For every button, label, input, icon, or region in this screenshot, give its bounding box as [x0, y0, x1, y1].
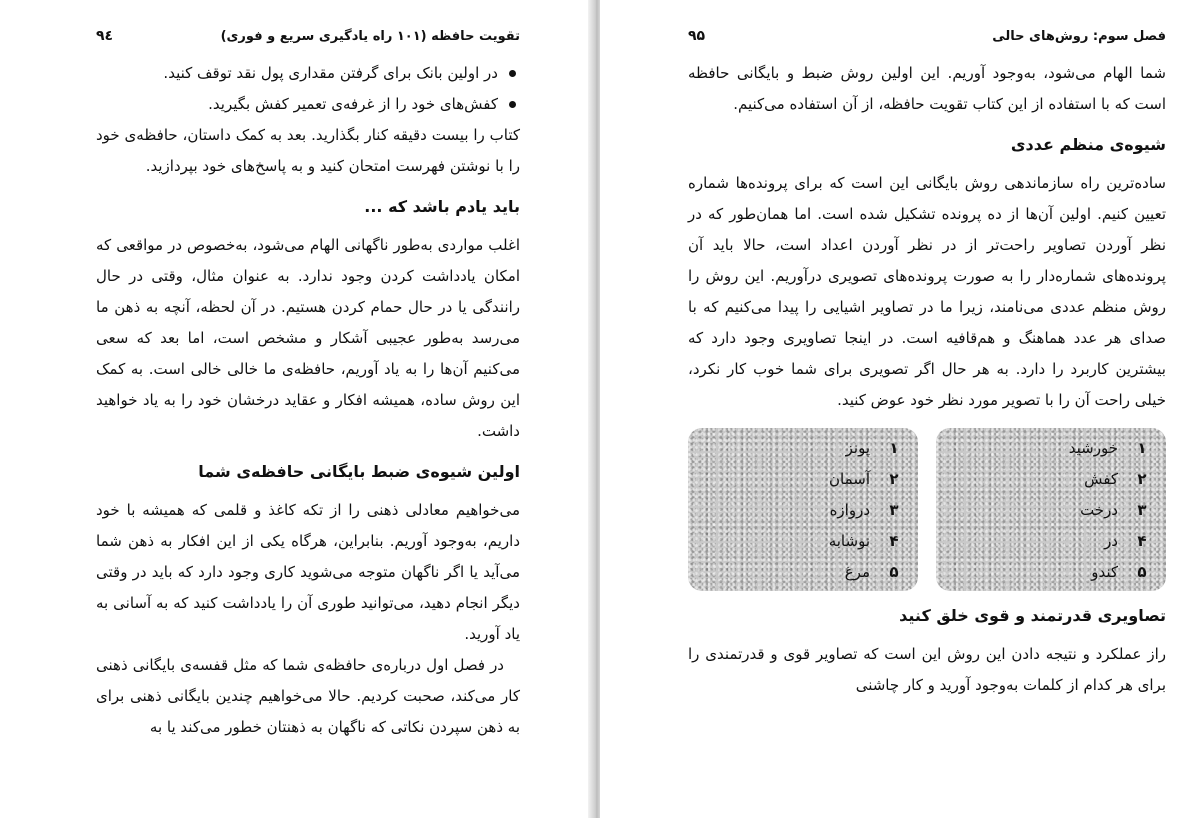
peg-number: ۱	[1137, 438, 1147, 457]
peg-row	[698, 494, 908, 525]
left-running-head	[96, 28, 520, 44]
peg-row	[698, 432, 908, 463]
peg-number: ۲	[889, 469, 899, 488]
left-page-number: ۹٤	[96, 28, 114, 44]
left-heading-2: اولین شیوه‌ی ضبط بایگانی حافظه‌ی شما	[198, 462, 520, 481]
peg-number: ۴	[889, 531, 899, 550]
peg-word: پونز	[845, 438, 870, 457]
peg-number: ۱	[889, 438, 899, 457]
peg-number: ۴	[1137, 531, 1147, 550]
right-page	[600, 0, 1192, 818]
peg-word: کفش	[1084, 469, 1118, 488]
left-paragraph-1: کتاب را بیست دقیقه کنار بگذارید. بعد به کمک داستان، حافظه‌ی خود را با نوشتن فهرست امتحان کنید و به پاسخ‌های خود بپردازید.	[96, 126, 520, 175]
right-running-title: فصل سوم: روش‌های حالی	[992, 29, 1166, 44]
right-running-head	[688, 28, 1166, 44]
right-page-number: ۹۵	[688, 28, 706, 44]
left-paragraph-3: می‌خواهیم معادلی ذهنی را از تکه کاغذ و قلمی که همیشه با خود داریم، به‌وجود آوریم. بنابراین، هرگاه یکی از این افکار به ذهن شما می‌آید یا اگر ناگهان متوجه می‌شوید کاری وجود دارد که باید در وقتی دیگر انجام دهید، می‌توانید طوری آن را یادداشت کنید که به آسانی به یاد آورید.	[96, 501, 520, 643]
peg-word: در	[1104, 531, 1118, 550]
right-paragraph-3: راز عملکرد و نتیجه دادن این روش این است که تصاویر قوی و قدرتمندی را برای هر کدام از کلمات به‌وجود آورید و کار چاشنی	[688, 645, 1166, 694]
peg-table-1-5	[936, 428, 1166, 591]
peg-number: ۳	[1137, 500, 1147, 519]
peg-word: کندو	[1091, 562, 1118, 581]
peg-row	[698, 525, 908, 556]
left-page	[0, 0, 592, 818]
peg-word: درخت	[1080, 500, 1118, 519]
right-heading-1: شیوه‌ی منظم عددی	[1010, 135, 1166, 154]
left-heading-1: باید یادم باشد که ...	[364, 197, 520, 216]
peg-row	[946, 463, 1156, 494]
bullet-item-1: در اولین بانک برای گرفتن مقداری پول نقد توقف کنید.	[96, 58, 520, 89]
peg-number: ۳	[889, 500, 899, 519]
peg-tables	[688, 428, 1166, 591]
peg-table-second	[688, 428, 918, 591]
peg-number: ۲	[1137, 469, 1147, 488]
peg-word: خورشید	[1068, 438, 1118, 457]
peg-row	[946, 494, 1156, 525]
peg-word: دروازه	[829, 500, 870, 519]
right-paragraph-1: شما الهام می‌شود، به‌وجود آوریم. این اولین روش ضبط و بایگانی حافظه است که با استفاده از این کتاب تقویت حافظه، از آن استفاده می‌کنیم.	[688, 64, 1166, 113]
peg-row	[698, 556, 908, 587]
peg-word: آسمان	[829, 469, 870, 488]
peg-word: مرغ	[844, 562, 870, 581]
peg-number: ۵	[1137, 562, 1147, 581]
left-paragraph-2: اغلب مواردی به‌طور ناگهانی الهام می‌شود، به‌خصوص در مواقعی که امکان یادداشت کردن وجود ندارد. به عنوان مثال، وقتی در حال رانندگی یا در حال حمام کردن هستیم. در آن لحظه، آنچه به ذهن ما می‌رسد به‌طور عجیبی آشکار و مشخص است، اما بعد که سعی می‌کنیم آن‌ها را به یاد آوریم، حافظه‌ی ما خالی خالی است. به کمک این روش ساده، همیشه افکار و عقاید درخشان خود را به یاد خواهید داشت.	[96, 236, 520, 440]
peg-number: ۵	[889, 562, 899, 581]
peg-word: نوشابه	[828, 531, 870, 550]
peg-row	[946, 556, 1156, 587]
peg-row	[698, 463, 908, 494]
peg-row	[946, 432, 1156, 463]
bullet-item-2: کفش‌های خود را از غرفه‌ی تعمیر کفش بگیرید.	[96, 89, 520, 120]
left-running-title: تقویت حافظه (۱۰۱ راه یادگیری سریع و فوری)	[220, 29, 520, 44]
peg-row	[946, 525, 1156, 556]
right-heading-2: تصاویری قدرتمند و قوی خلق کنید	[899, 606, 1166, 625]
left-paragraph-4: در فصل اول درباره‌ی حافظه‌ی شما که مثل قفسه‌ی بایگانی ذهنی کار می‌کند، صحبت کردیم. حالا می‌خواهیم چندین بایگانی ذهنی برای به ذهن سپردن نکاتی که ناگهان به ذهنتان خطور می‌کند یا به	[96, 656, 520, 736]
right-paragraph-2: ساده‌ترین راه سازماندهی روش بایگانی این است که برای پرونده‌ها شماره تعیین کنیم. اولین آن‌ها از ده پرونده تشکیل شده است. اما همان‌طور که در نظر آوردن تصاویر راحت‌تر از در نظر آوردن اعداد است، حالا باید آن پرونده‌های شماره‌دار را به صورت پرونده‌های تصویری درآوریم. این روش را روش منظم عددی می‌نامند، زیرا ما در تصاویر اشیایی را پیدا می‌کنیم که با صدای هر عدد هماهنگ و هم‌قافیه است. در اینجا تصاویری وجود دارد که بیشترین کاربرد را دارد. به هر حال اگر تصویری برای شما خوب کار نکرد، خیلی راحت آن را با تصویر مورد نظر خود عوض کنید.	[688, 174, 1166, 409]
